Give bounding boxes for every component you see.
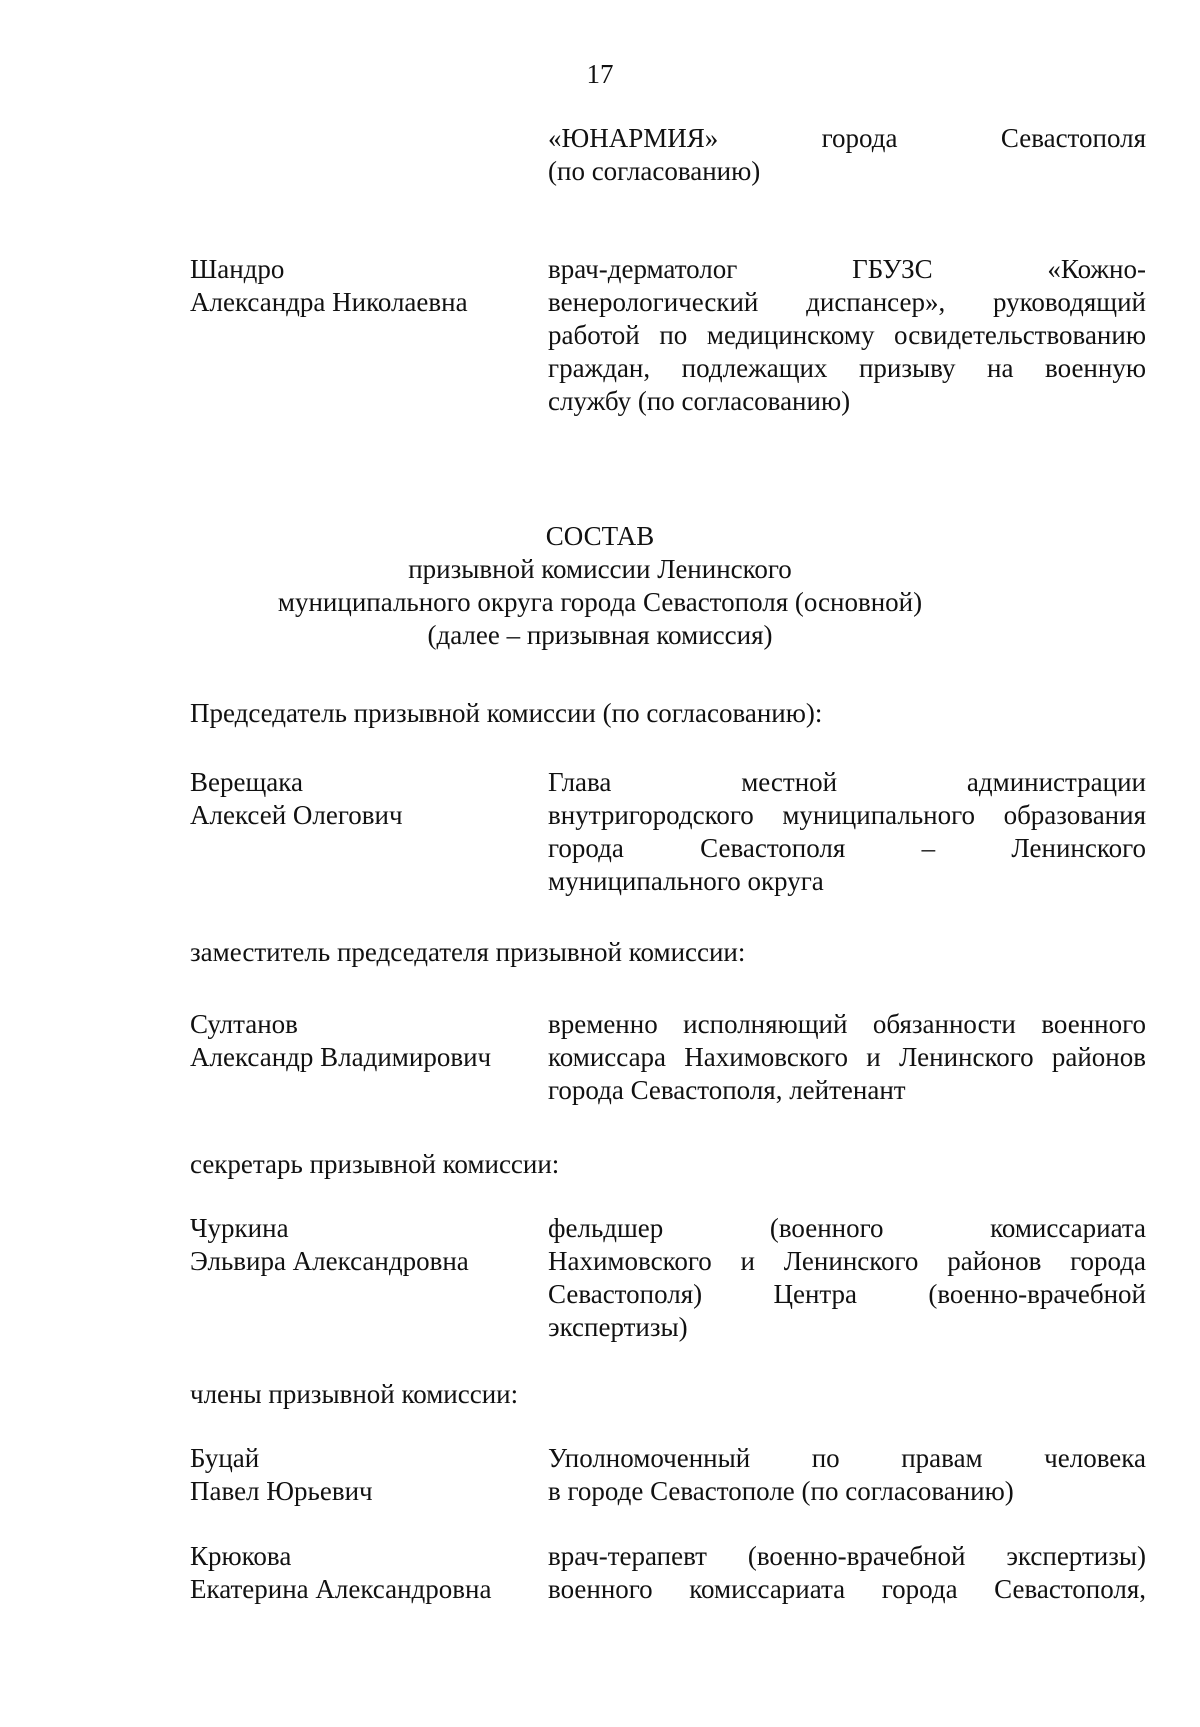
position-line: в городе Севастополе (по согласованию) <box>548 1476 1014 1506</box>
member-surname: Султанов <box>190 1009 298 1039</box>
position-line: внутригородского муниципального образования <box>548 800 1146 830</box>
member-given-name: Павел Юрьевич <box>190 1476 373 1506</box>
position-line: комиссара Нахимовского и Ленинского районов <box>548 1042 1146 1072</box>
member-given-name: Александра Николаевна <box>190 287 468 317</box>
document-heading <box>0 520 1200 652</box>
member-surname: Буцай <box>190 1443 260 1473</box>
heading-line: муниципального округа города Севастополя (основной) <box>277 587 923 617</box>
position-line: фельдшер (военного комиссариата <box>548 1213 1146 1243</box>
section-members: члены призывной комиссии: <box>190 1379 519 1409</box>
member-position <box>548 1212 1146 1344</box>
position-line: граждан, подлежащих призыву на военную <box>548 353 1146 383</box>
member-position <box>548 766 1146 898</box>
section-chairman: Председатель призывной комиссии (по согласованию): <box>190 698 823 728</box>
position-line: службу (по согласованию) <box>548 386 851 416</box>
section-secretary: секретарь призывной комиссии: <box>190 1149 560 1179</box>
member-name <box>190 1442 540 1508</box>
position-line: Глава местной администрации <box>548 767 1146 797</box>
member-given-name: Алексей Олегович <box>190 800 403 830</box>
member-name <box>190 1212 540 1278</box>
member-given-name: Александр Владимирович <box>190 1042 492 1072</box>
continuation-text <box>548 122 1146 188</box>
member-surname: Крюкова <box>190 1541 292 1571</box>
position-line: врач-дерматолог ГБУЗС «Кожно- <box>548 254 1146 284</box>
member-surname: Шандро <box>190 254 285 284</box>
member-given-name: Екатерина Александровна <box>190 1574 492 1604</box>
heading-line: (далее – призывная комиссия) <box>427 620 773 650</box>
member-position <box>548 1008 1146 1107</box>
position-line: Севастополя) Центра (военно-врачебной <box>548 1279 1146 1309</box>
position-line: временно исполняющий обязанности военного <box>548 1009 1146 1039</box>
member-name <box>190 766 540 832</box>
position-line: Уполномоченный по правам человека <box>548 1443 1146 1473</box>
heading-title: СОСТАВ <box>545 521 655 551</box>
position-line: города Севастополя – Ленинского <box>548 833 1146 863</box>
position-line: Нахимовского и Ленинского районов города <box>548 1246 1146 1276</box>
position-line: экспертизы) <box>548 1312 688 1342</box>
member-position <box>548 253 1146 418</box>
member-name <box>190 1008 540 1074</box>
member-name <box>190 1540 540 1606</box>
continuation-line: «ЮНАРМИЯ» города Севастополя <box>548 123 1146 153</box>
position-line: города Севастополя, лейтенант <box>548 1075 906 1105</box>
member-position <box>548 1540 1146 1606</box>
heading-line: призывной комиссии Ленинского <box>408 554 792 584</box>
member-surname: Чуркина <box>190 1213 289 1243</box>
position-line: врач-терапевт (военно-врачебной экспертизы) <box>548 1541 1146 1571</box>
page-number: 17 <box>586 59 614 89</box>
section-deputy: заместитель председателя призывной комиссии: <box>190 937 746 967</box>
position-line: венерологический диспансер», руководящий <box>548 287 1146 317</box>
position-line: муниципального округа <box>548 866 824 896</box>
continuation-line: (по согласованию) <box>548 156 761 186</box>
member-position <box>548 1442 1146 1508</box>
member-surname: Верещака <box>190 767 303 797</box>
position-line: работой по медицинскому освидетельствованию <box>548 320 1146 350</box>
member-given-name: Эльвира Александровна <box>190 1246 469 1276</box>
position-line: военного комиссариата города Севастополя, <box>548 1574 1146 1604</box>
member-name <box>190 253 540 319</box>
